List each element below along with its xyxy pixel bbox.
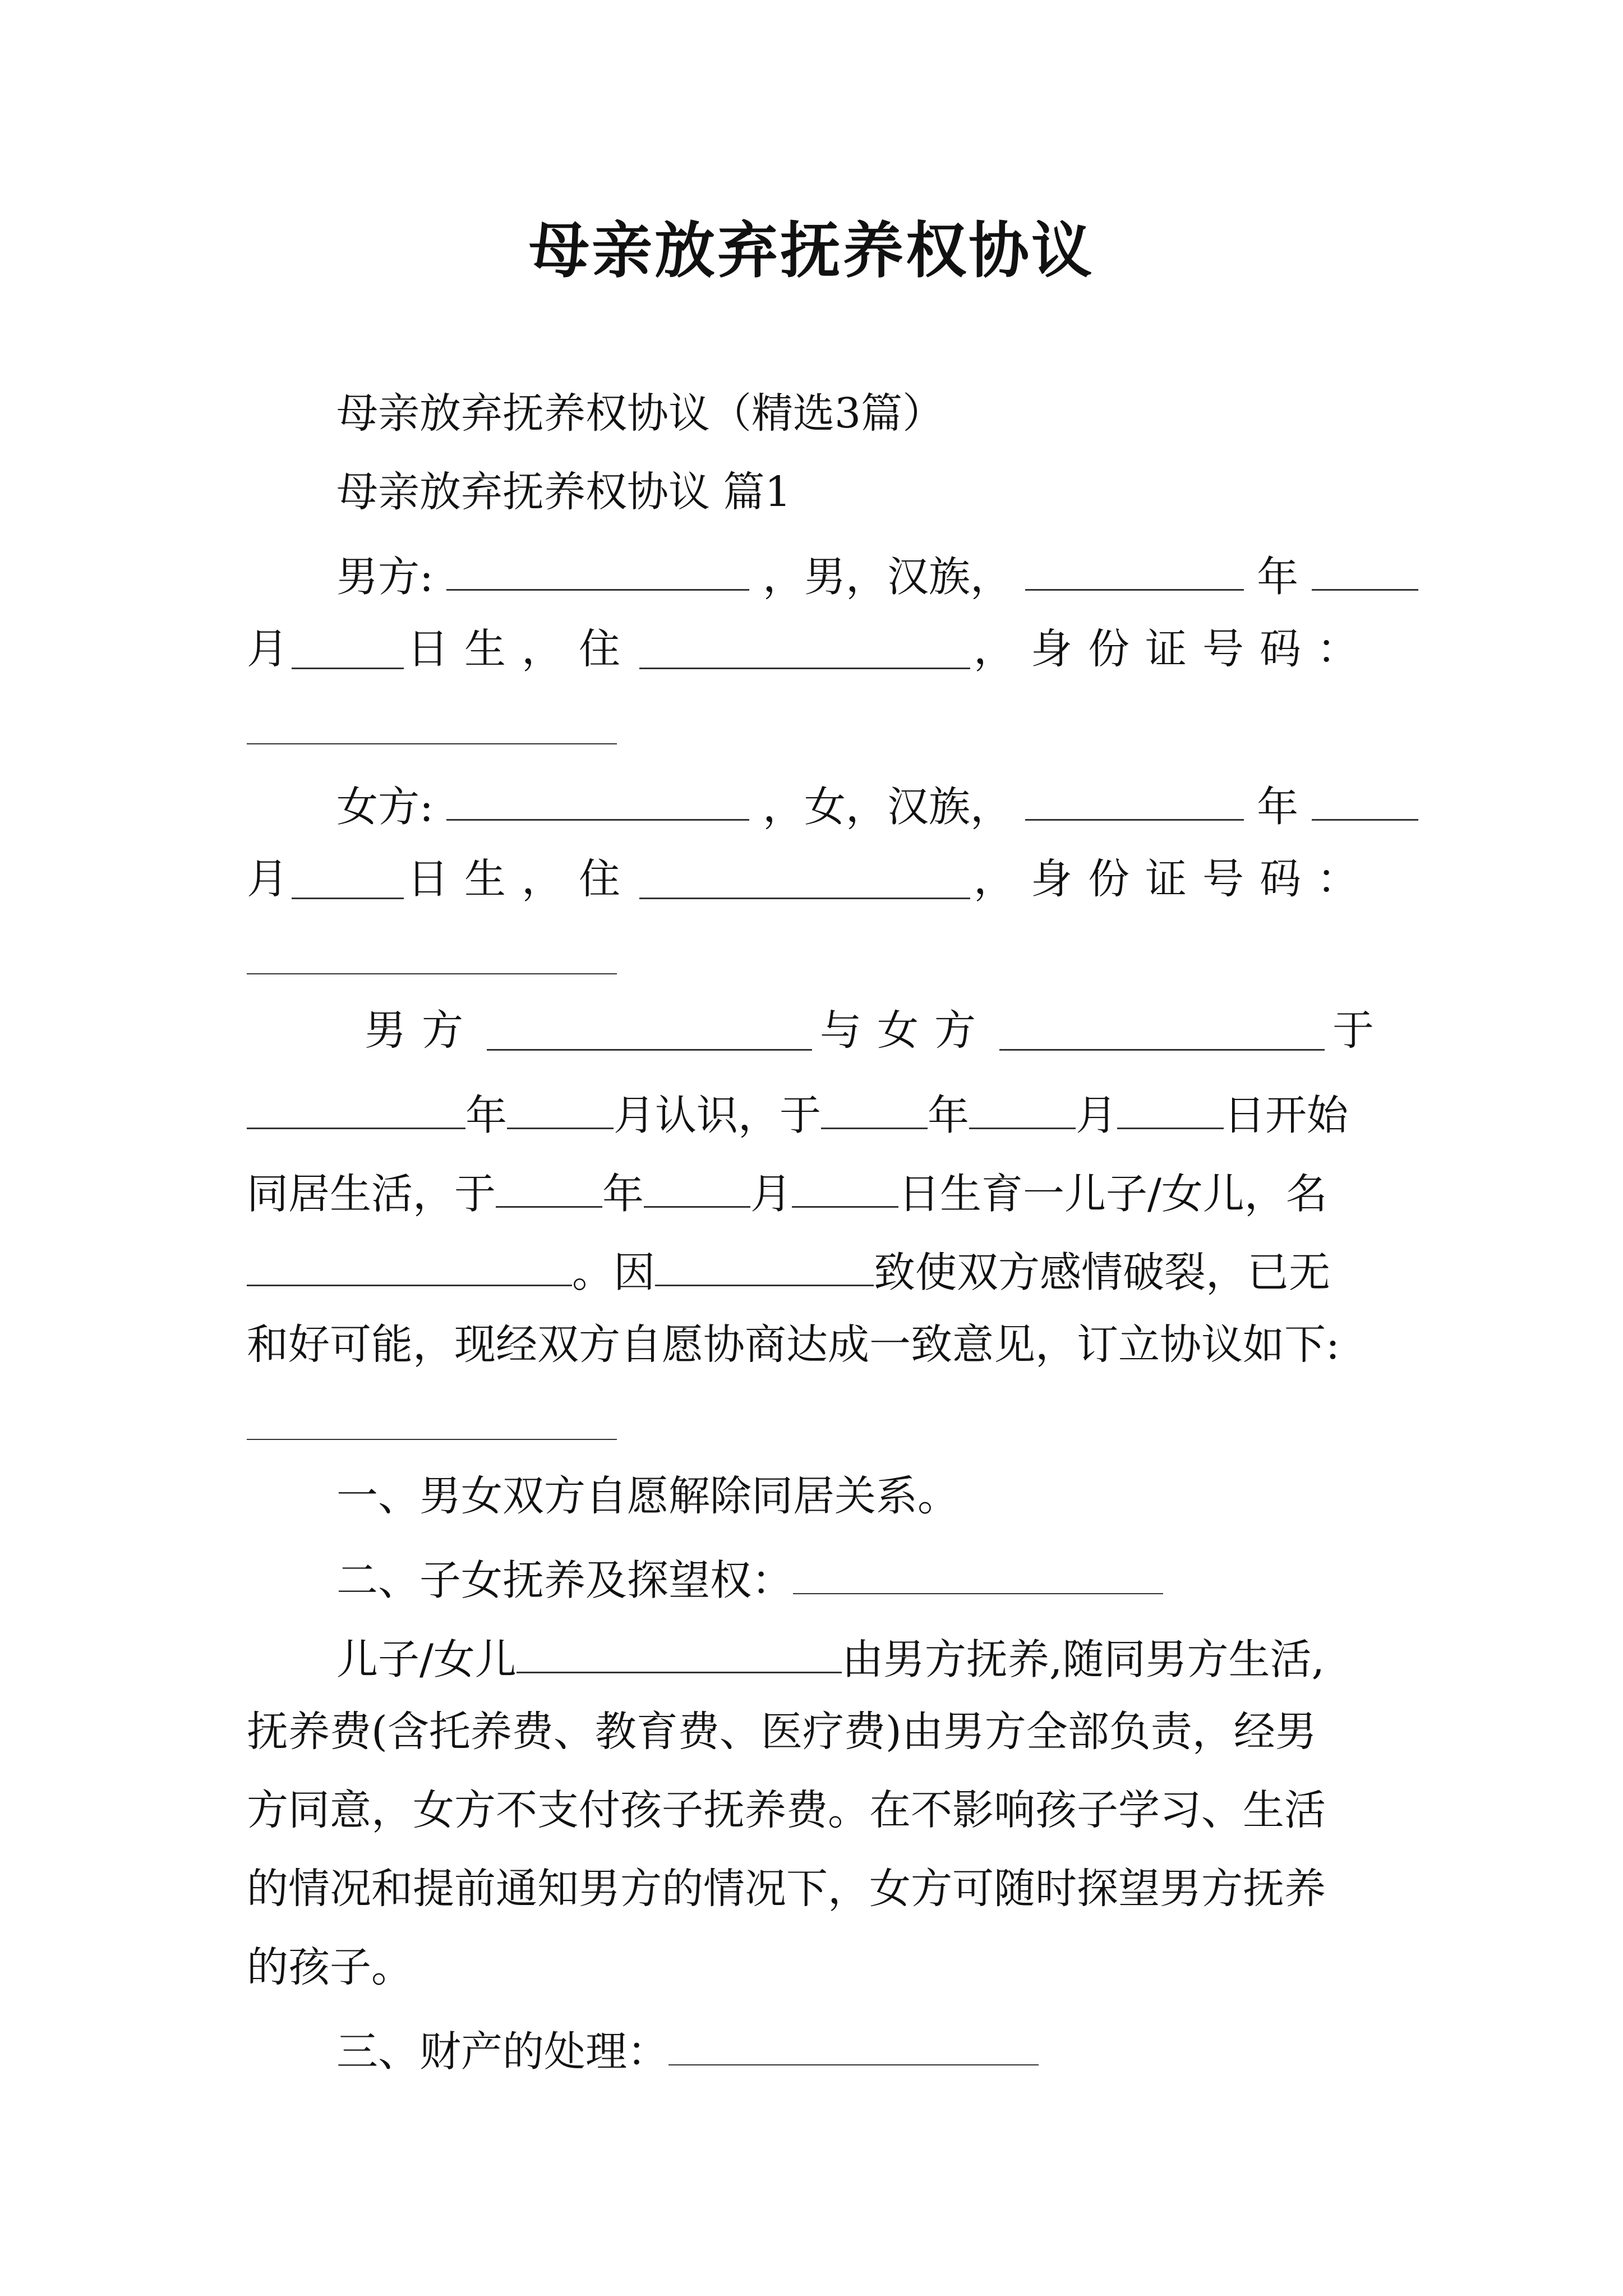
blank-field (792, 1167, 898, 1208)
para-line-5: 和好可能，现经双方自愿协商达成一致意见，订立协议如下: (247, 1320, 1340, 1369)
blank-field (292, 858, 404, 899)
para-text: 月认识，于 (614, 1091, 821, 1140)
custody-text: 由男方抚养,随同男方生活, (841, 1635, 1325, 1684)
blank-field (247, 1088, 465, 1129)
custody-line-4: 的情况和提前通知男方的情况下，女方可随时探望男方抚养 (247, 1865, 1326, 1913)
female-gender: ，女，汉族， (763, 783, 1012, 831)
custody-line-5: 的孩子。 (247, 1943, 413, 1991)
blank-field (517, 1632, 842, 1673)
blank-field (1312, 550, 1418, 591)
blank-field (247, 1245, 572, 1286)
blank-field (487, 1010, 812, 1051)
para-text: 月 (750, 1170, 792, 1218)
female-label: 女方: (336, 783, 434, 831)
document-title: 母亲放弃抚养权协议 (528, 215, 1094, 286)
para-line-3 (247, 1167, 1327, 1218)
para-text: 致使双方感情破裂，已无 (874, 1248, 1330, 1297)
custody-line-3: 方同意，女方不支付孩子抚养费。在不影响孩子学习、生活 (247, 1786, 1326, 1834)
blank-field (446, 780, 749, 821)
blank-field (1117, 1088, 1224, 1129)
female-line-2 (247, 855, 1374, 903)
blank-field (644, 1167, 750, 1208)
para-end-line (247, 1400, 617, 1447)
female-year: 年 (1257, 783, 1299, 831)
clause-1: 一、男女双方自愿解除同居关系。 (336, 1472, 959, 1520)
subtitle: 母亲放弃抚养权协议（精选3篇） (336, 389, 944, 438)
male-day-born: 日生，住 (407, 625, 636, 673)
blank-field (639, 628, 970, 669)
male-line-1 (336, 550, 1418, 601)
custody-line-1 (336, 1632, 1325, 1684)
male-id-line (247, 704, 617, 751)
para-female: 与女方 (820, 1006, 992, 1055)
male-month: 月 (247, 625, 288, 673)
blank-field (446, 550, 749, 591)
blank-field (821, 1088, 928, 1129)
male-label: 男方: (336, 553, 434, 601)
para-male: 男方 (365, 1006, 479, 1055)
blank-field (507, 1088, 614, 1129)
para-text: 月 (1076, 1091, 1117, 1140)
para-text: 年 (602, 1170, 644, 1218)
para-at: 于 (1332, 1006, 1374, 1055)
para-text: 年 (928, 1091, 969, 1140)
blank-field (292, 628, 404, 669)
male-line-2 (247, 625, 1374, 673)
blank-field (655, 1245, 874, 1286)
blank-field (247, 704, 617, 744)
blank-field (668, 2025, 1039, 2065)
clause-3 (336, 2025, 1039, 2076)
blank-field (793, 1554, 1163, 1594)
male-year: 年 (1257, 553, 1299, 601)
custody-text: 儿子/女儿 (336, 1635, 517, 1684)
blank-field (969, 1088, 1076, 1129)
para-text: 。因 (572, 1248, 655, 1297)
female-line-1 (336, 780, 1418, 831)
custody-line-2: 抚养费(含托养费、教育费、医疗费)由男方全部负责，经男 (247, 1708, 1317, 1756)
blank-field (496, 1167, 602, 1208)
female-day-born: 日生，住 (407, 855, 636, 903)
clause-2-label: 二、子女抚养及探望权： (336, 1556, 793, 1605)
para-line-2 (247, 1088, 1348, 1140)
male-id-label: ，身份证号码： (974, 625, 1374, 673)
blank-field (999, 1010, 1325, 1051)
para-text: 同居生活，于 (247, 1170, 496, 1218)
female-id-label: ，身份证号码： (974, 855, 1374, 903)
male-gender: ，男，汉族， (763, 553, 1012, 601)
para-line-1 (365, 1006, 1374, 1055)
blank-field (639, 858, 970, 899)
para-text: 日开始 (1224, 1091, 1348, 1140)
female-month: 月 (247, 855, 288, 903)
blank-field (1025, 550, 1244, 591)
para-text: 日生育一儿子/女儿，名 (898, 1170, 1327, 1218)
blank-field (1025, 780, 1244, 821)
section-heading: 母亲放弃抚养权协议 篇1 (336, 468, 791, 516)
blank-field (247, 1400, 617, 1440)
para-line-4 (247, 1245, 1330, 1297)
female-id-line (247, 934, 617, 981)
para-text: 年 (465, 1091, 507, 1140)
blank-field (247, 934, 617, 974)
clause-2 (336, 1554, 1163, 1605)
blank-field (1312, 780, 1418, 821)
clause-3-label: 三、财产的处理： (336, 2027, 668, 2076)
